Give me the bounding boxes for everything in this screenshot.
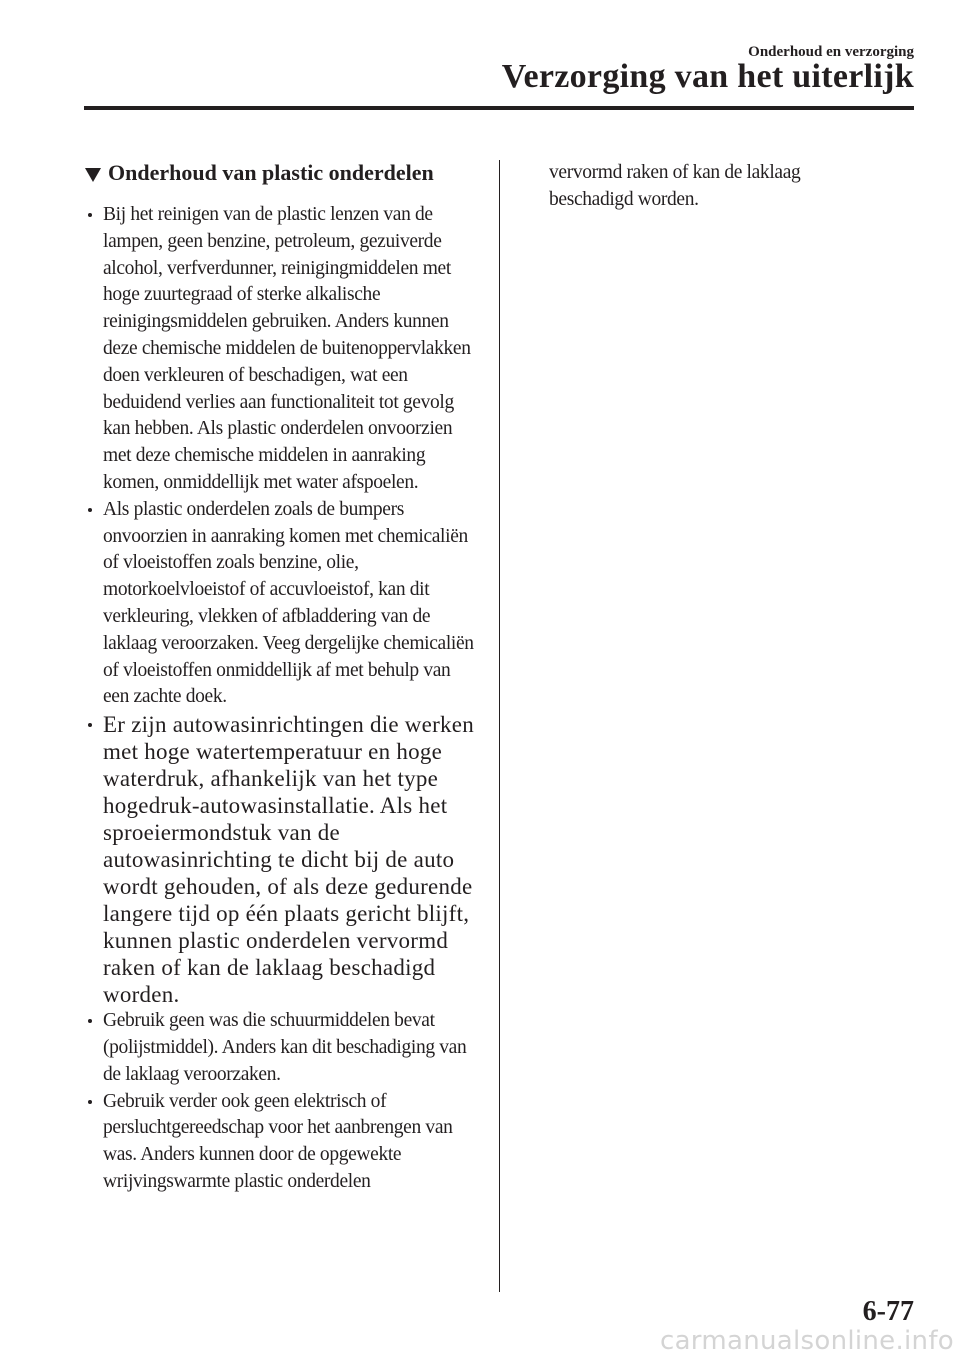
section-heading — [84, 160, 474, 186]
header-divider — [84, 106, 914, 110]
list-item — [84, 202, 474, 497]
list-item — [84, 1089, 474, 1196]
list-item-text: Gebruik verder ook geen elektrisch of persluchtgereedschap voor het aanbrengen van was. Anders kunnen door de opgewekte wrijvingswarmte plastic onderdelen — [103, 1090, 453, 1192]
header-section-label: Onderhoud en verzorging — [748, 44, 914, 60]
list-item-text: Bij het reinigen van de plastic lenzen van de lampen, geen benzine, petroleum, gezuiverde alcohol, verfverdunner, reinigingmiddelen met hoge zuurtegraad of sterke alkalische reinigingsmiddelen gebruiken. Anders kunnen deze chemische middelen de buitenoppervlakken doen verkleuren of beschadigen, wat een beduidend verlies aan functionaliteit tot gevolg kan hebben. Als plastic onderdelen onvoorzien met deze chemische middelen in aanraking komen, onmiddellijk met water afspoelen. — [103, 204, 471, 493]
bullet-list — [84, 202, 474, 1196]
bullet-icon — [88, 1100, 92, 1104]
continued-text: vervormd raken of kan de laklaag beschadigd worden. — [549, 162, 801, 210]
down-triangle-icon — [84, 164, 102, 182]
list-item-text: Als plastic onderdelen zoals de bumpers onvoorzien in aanraking komen met chemicaliën of vloeistoffen zoals benzine, olie, motorkoelvloeistof of accuvloeistof, kan dit verkleuring, vlekken of afbladdering van de laklaag veroorzaken. Veeg dergelijke chemicaliën of vloeistoffen onmiddellijk af met behulp van een zachte doek. — [103, 498, 474, 708]
bullet-icon — [88, 1019, 92, 1023]
list-item-text: Gebruik geen was die schuurmiddelen bevat (polijstmiddel). Anders kan dit beschadiging van de laklaag veroorzaken. — [103, 1010, 467, 1085]
list-item — [84, 1008, 474, 1088]
list-item — [84, 711, 474, 1008]
list-item-text: Er zijn autowasinrichtingen die werken met hoge watertemperatuur en hoge waterdruk, afhankelijk van het type hogedruk-autowasinstallatie. Als het sproeiermondstuk van de autowasinrichting te dicht bij de auto wordt gehouden, of als deze gedurende langere tijd op één plaats gericht blijft, kunnen plastic onderdelen vervormd raken of kan de laklaag beschadigd worden. — [103, 712, 474, 1008]
bullet-icon — [88, 508, 92, 512]
right-column — [528, 160, 858, 214]
bullet-icon — [88, 213, 92, 217]
list-item — [84, 497, 474, 711]
watermark: carmanualsonline.info — [659, 1326, 954, 1356]
bullet-icon — [88, 723, 92, 727]
section-heading-text: Onderhoud van plastic onderdelen — [108, 160, 434, 185]
page-title: Verzorging van het uiterlijk — [501, 58, 914, 95]
page-number: 6-77 — [862, 1296, 914, 1327]
column-divider — [499, 160, 500, 1292]
left-column — [84, 160, 474, 1196]
